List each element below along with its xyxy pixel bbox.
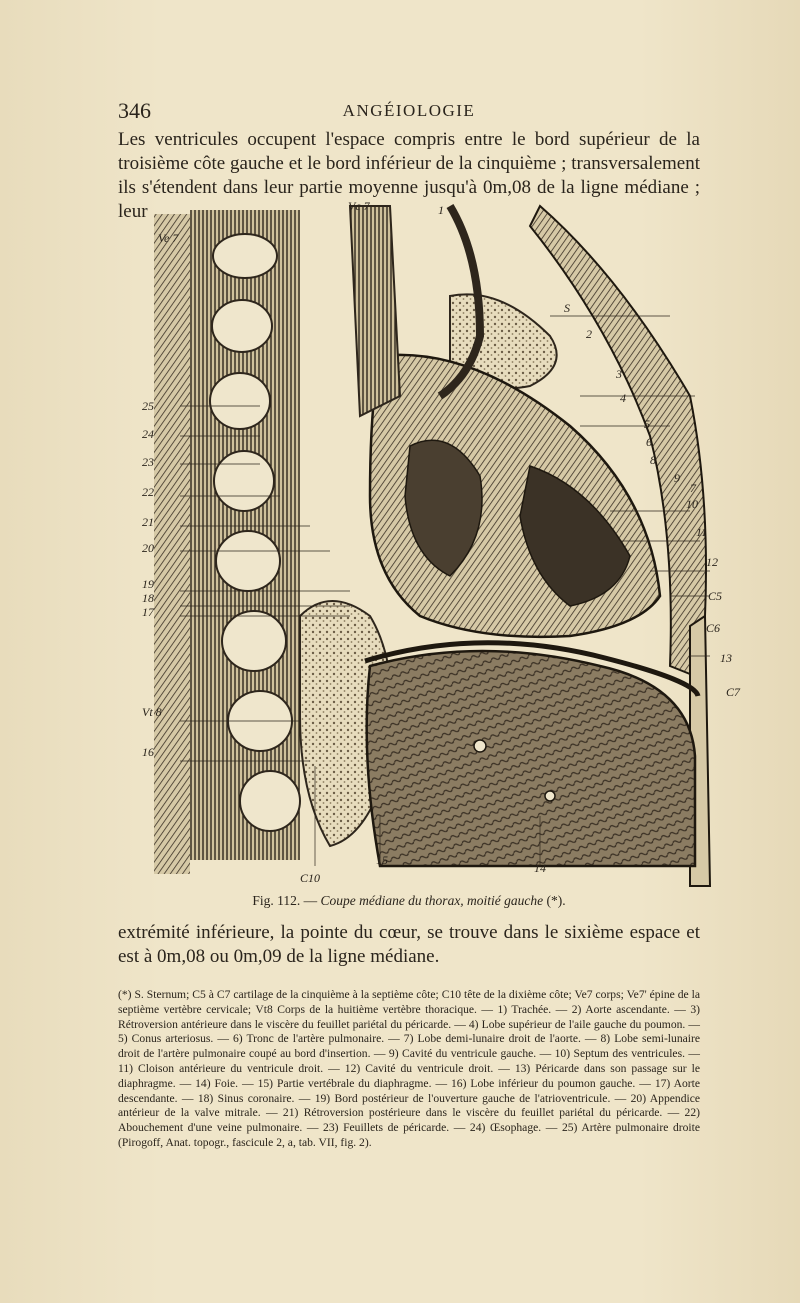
figure-footnote: (*) S. Sternum; C5 à C7 cartilage de la cinquième à la septième côte; C10 tête de la dixième côte; Ve7 corps; Ve7' épine de la septième vertèbre cervicale; Vt8 Corps de la huitième vertèbre thoracique. — 1) Trachée. — 2) Aorte ascendante. — 3) Rétroversion antérieure dans le viscère du feuillet pariétal du péricarde. — 4) Lobe supérieur de l'aile gauche du poumon. — 5) Conus arteriosus. — 6) Tronc de l'artère pulmonaire. — 7) Lobe demi-lunaire droit de l'aorte. — 8) Lobe semi-lunaire droit de l'artère pulmonaire coupé au bord d'insertion. — 9) Cavité du ventricule gauche. — 10) Septum des ventricules. — 11) Cloison antérieure du ventricule droit. — 12) Cavité du ventricule droit. — 13) Péricarde dans son passage sur le diaphragme. — 14) Foie. — 15) Partie vertébrale du diaphragme. — 16) Lobe inférieur du poumon gauche. — 17) Aorte descendante. — 18) Sinus coronaire. — 19) Bord postérieur de l'ouverture gauche de l'atrioventricule. — 20) Appendice antérieur de la valve mitrale. — 21) Rétroversion postérieure dans le viscère du feuillet pariétal du péricarde. — 22) Abouchement d'une veine pulmonaire. — 23) Feuillets de péricarde. — 24) Œsophage. — 25) Artère pulmonaire droite (Pirogoff, Anat. topogr., fascicule 2, a, tab. VII, fig. 2). <box>118 988 700 1149</box>
svg-text:15: 15 <box>376 853 388 867</box>
svg-text:21: 21 <box>142 515 154 529</box>
caption-title: Coupe médiane du thorax, moitié gauche <box>320 893 544 908</box>
caption-marker: (*). <box>546 893 566 908</box>
svg-text:13: 13 <box>720 651 732 665</box>
svg-text:8: 8 <box>650 453 656 467</box>
svg-text:1: 1 <box>438 203 444 217</box>
svg-text:20: 20 <box>142 541 154 555</box>
descending-aorta <box>350 206 400 416</box>
running-head <box>118 98 700 122</box>
svg-text:25: 25 <box>142 399 154 413</box>
anatomical-figure <box>142 196 741 886</box>
svg-text:Ve 7: Ve 7 <box>158 231 179 245</box>
figure-caption <box>118 893 700 909</box>
svg-text:C5: C5 <box>708 589 723 603</box>
svg-text:C7: C7 <box>726 685 741 699</box>
caption-number: Fig. 112. — <box>252 893 318 908</box>
page-number: 346 <box>118 98 151 123</box>
svg-text:24: 24 <box>142 427 154 441</box>
back-muscles <box>154 214 190 874</box>
svg-text:17: 17 <box>142 605 154 619</box>
svg-text:23: 23 <box>142 455 154 469</box>
svg-text:Vc 7: Vc 7 <box>348 199 370 213</box>
svg-text:6: 6 <box>646 435 652 449</box>
svg-text:22: 22 <box>142 485 154 499</box>
thorax-section-illustration <box>142 196 741 886</box>
svg-text:11: 11 <box>696 525 708 539</box>
svg-text:18: 18 <box>142 591 154 605</box>
hepatic-vessel <box>474 740 486 752</box>
svg-text:C10: C10 <box>300 871 321 885</box>
svg-text:Vt 8: Vt 8 <box>142 705 162 719</box>
svg-text:7: 7 <box>690 481 696 495</box>
svg-text:12: 12 <box>706 555 718 569</box>
svg-text:16: 16 <box>142 745 154 759</box>
svg-text:C6: C6 <box>706 621 721 635</box>
svg-text:10: 10 <box>686 497 698 511</box>
section-title: ANGÉIOLOGIE <box>342 101 476 120</box>
svg-text:2: 2 <box>586 327 592 341</box>
svg-text:S: S <box>564 301 570 315</box>
hepatic-vessel <box>545 791 555 801</box>
svg-text:5: 5 <box>644 417 650 431</box>
svg-text:9: 9 <box>674 471 680 485</box>
liver <box>367 651 695 866</box>
svg-text:19: 19 <box>142 577 154 591</box>
svg-text:4: 4 <box>620 391 626 405</box>
svg-text:14: 14 <box>534 861 546 875</box>
paragraph-top: Les ventricules occupent l'espace compris entre le bord supérieur de la troisième côte gauche et le bord inférieur de la cinquième ; transversalement ils s'étendent dans leur partie moyenne jusqu'à 0m,08 de la ligne médiane ; leur <box>118 129 700 222</box>
paragraph-bottom: extrémité inférieure, la pointe du cœur, se trouve dans le sixième espace et est à 0m,08 ou 0m,09 de la ligne médiane. <box>118 922 700 967</box>
svg-text:3: 3 <box>616 367 622 381</box>
